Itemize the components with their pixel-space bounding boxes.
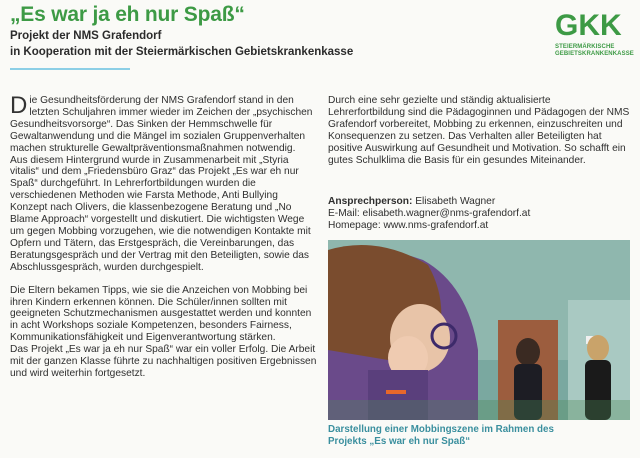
article-subtitle: Projekt der NMS Grafendorf [10, 30, 162, 42]
caption-line1: Darstellung einer Mobbingszene im Rahmen des [328, 424, 554, 435]
header-divider [10, 68, 130, 70]
paragraph-intro-text: ie Gesundheitsförderung der NMS Grafendorf stand in den letzten Schuljahren immer wieder im Zeichen der „psychischen Gesundheitsvorsorge“. Das Sinken der Hemmschwelle für Gewaltanwendung und die Mängel im sozialen Gruppenverhalten machen strukturelle Gewaltpräventionsmaßnahmen notwendig. [10, 95, 313, 154]
paragraph-result: Das Projekt „Es war ja eh nur Spaß“ war ein voller Erfolg. Die Arbeit mit der ganzen Klasse führte zu nachhaltigen positiven Ergebnissen und wird weiterhin fortgesetzt. [10, 344, 317, 379]
article-subtitle-cooperation: in Kooperation mit der Steiermärkischen Gebietskrankenkasse [10, 46, 354, 58]
contact-homepage: Homepage: www.nms-grafendorf.at [328, 219, 489, 231]
logo-text-line1: STEIERMÄRKISCHE [555, 44, 615, 50]
logo-text-line2: GEBIETSKRANKENKASSE [555, 51, 634, 57]
paragraph-intro [10, 92, 318, 155]
caption-line2: Projekts „Es war eh nur Spaß“ [328, 436, 471, 447]
paragraph-parents: Die Eltern bekamen Tipps, wie sie die Anzeichen von Mobbing bei ihren Kindern erkennen können. Die Schüler/innen sollten mit geeigneten Schutzmechanismen ausgestattet werden und konnten in acht Workshops soziale Kompetenzen, besonders Fairness, Kommunikationsfähigkeit und Eigenverantwortung stärken. [10, 284, 312, 344]
photo-illustration [328, 240, 630, 420]
paragraph-project: Aus diesem Hintergrund wurde in Zusammenarbeit mit „Styria vitalis“ und dem „Friedensbüro Graz“ das Projekt „Es war eh nur Spaß“ durchgeführt. In Lehrerfortbildungen wurden die verschiedenen Methoden wie Farsta Methode, Anti Bullying Konzept nach Olivers, die klassenbezogene Beratung und „No Blame Approach“ vorgestellt und diskutiert. Die wichtigsten Wege um gegen Mobbing vorzugehen, wie die notwendigen Kontakte mit Opfern und Tätern, das Erstgespräch, die Vereinbarungen, das Beratungsgespräch und der Vertrag mit den Beteiligten, sowie das Abschlussgespräch, wurden durchgespielt. [10, 154, 311, 273]
left-column [10, 92, 318, 380]
article-title: „Es war ja eh nur Spaß“ [10, 3, 245, 26]
contact-name: Elisabeth Wagner [415, 196, 496, 207]
gkk-logo-mark [553, 8, 631, 40]
mobbing-scene-photo [328, 240, 630, 420]
contact-block [328, 196, 630, 232]
paragraph-teacher-training: Durch eine sehr gezielte und ständig aktualisierte Lehrerfortbildung sind die Pädagoginnen und Pädagogen der NMS Grafendorf vorbereitet, Mobbing zu erkennen, einzuschreiten und Konsequenzen zu setzen. Das Verhalten aller Beteiligten hat positive Auswirkung auf Gesundheit und Motivation. So schafft ein gutes Schulklima die Basis für ein gesundes Miteinander. [328, 95, 630, 166]
drop-cap: D [10, 92, 28, 119]
gkk-logo [545, 6, 633, 58]
gkk-logo-letters: GKK [555, 9, 622, 40]
right-column [328, 95, 630, 166]
contact-person [328, 196, 630, 208]
photo-caption [328, 424, 630, 448]
contact-email: E-Mail: elisabeth.wagner@nms-grafendorf.at [328, 207, 531, 219]
contact-label: Ansprechperson: [328, 196, 413, 207]
